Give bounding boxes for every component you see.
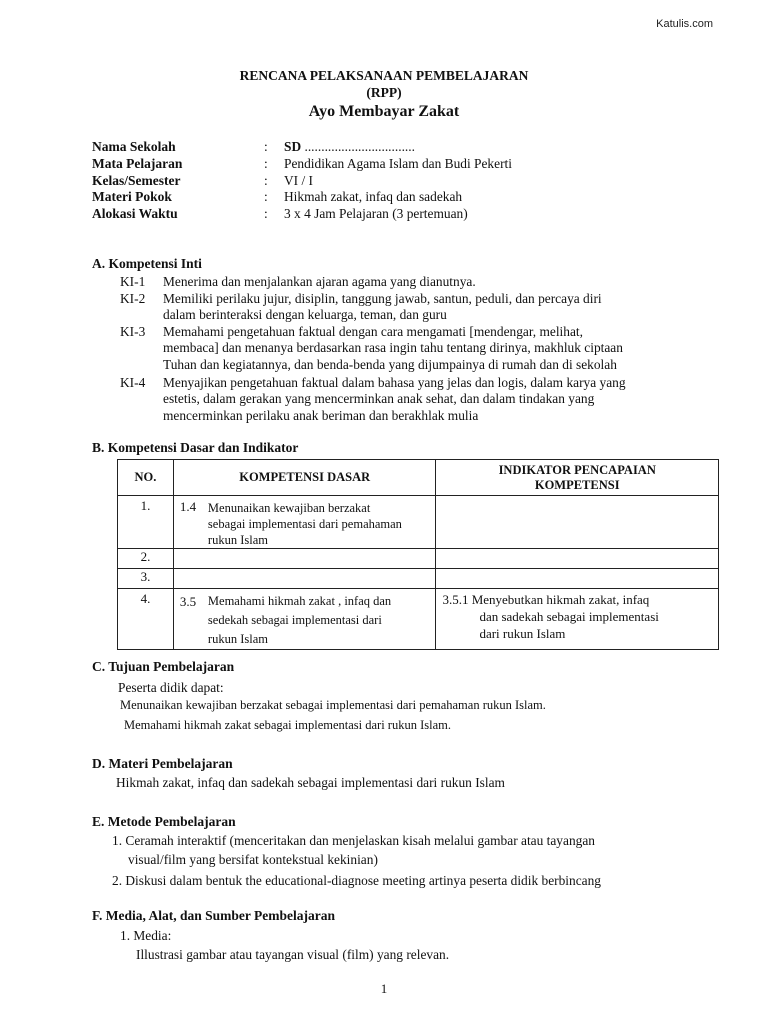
table-row (118, 549, 719, 569)
tujuan-intro: Peserta didik dapat: (118, 680, 224, 695)
kd-cell (173, 569, 436, 589)
identity-value: 3 x 4 Jam Pelajaran (3 pertemuan) (284, 206, 468, 221)
ki-text: Menerima dan menjalankan ajaran agama yang dianutnya. (163, 274, 476, 289)
indicator-line: 3.5.1 Menyebutkan hikmah zakat, infaq (442, 592, 650, 607)
media-subheading: 1. Media: (120, 928, 172, 943)
kd-line: Menunaikan kewajiban berzakat (207, 501, 371, 515)
tujuan-item: Memahami hikmah zakat sebagai implementasi dari rukun Islam. (124, 718, 451, 732)
header-kompetensi-dasar: KOMPETENSI DASAR (173, 460, 436, 496)
kd-line: rukun Islam (207, 533, 268, 547)
section-heading-metode: E. Metode Pembelajaran (92, 814, 236, 829)
ki-text: membaca] dan menanya berdasarkan rasa ingin tahu tentang dirinya, makhluk ciptaan (163, 340, 623, 355)
site-watermark: Katulis.com (656, 18, 713, 30)
indicator-cell (436, 589, 719, 650)
header-indikator-line: KOMPETENSI (534, 477, 620, 492)
document-subtitle: (RPP) (366, 85, 402, 100)
identity-label: Materi Pokok (92, 189, 172, 204)
section-heading-kompetensi-dasar: B. Kompetensi Dasar dan Indikator (92, 440, 299, 455)
identity-colon: : (264, 156, 268, 171)
identity-value (284, 139, 415, 155)
identity-colon: : (264, 189, 268, 204)
ki-text: mencerminkan perilaku anak beriman dan berakhlak mulia (163, 408, 479, 423)
section-heading-materi: D. Materi Pembelajaran (92, 756, 233, 771)
kd-cell (173, 549, 436, 569)
section-heading-media: F. Media, Alat, dan Sumber Pembelajaran (92, 908, 336, 923)
competency-table (117, 459, 719, 650)
identity-colon: : (264, 139, 268, 154)
identity-label: Nama Sekolah (92, 139, 176, 154)
indicator-line: dan sadekah sebagai implementasi (479, 609, 659, 624)
ki-text: dalam berinteraksi dengan keluarga, teman, dan guru (163, 307, 447, 322)
row-number: 3. (118, 569, 174, 589)
ki-text: Memiliki perilaku jujur, disiplin, tanggung jawab, santun, peduli, dan percaya diri (163, 291, 602, 306)
tujuan-item: Menunaikan kewajiban berzakat sebagai implementasi dari pemahaman rukun Islam. (120, 698, 546, 712)
metode-item: 1. Ceramah interaktif (menceritakan dan menjelaskan kisah melalui gambar atau tayangan (112, 833, 595, 848)
header-indikator-line: INDIKATOR PENCAPAIAN (498, 462, 656, 477)
table-row (118, 589, 719, 650)
table-header-row (118, 460, 719, 496)
ki-text: Memahami pengetahuan faktual dengan cara mengamati [mendengar, melihat, (163, 324, 583, 339)
ki-code: KI-4 (120, 375, 146, 390)
identity-label: Alokasi Waktu (92, 206, 178, 221)
kd-cell (173, 496, 436, 549)
indicator-line: dari rukun Islam (479, 626, 566, 641)
ki-text: Menyajikan pengetahuan faktual dalam bahasa yang jelas dan logis, dalam karya yang (163, 375, 626, 390)
identity-colon: : (264, 173, 268, 188)
metode-item-continuation: visual/film yang bersifat kontekstual kekinian) (128, 852, 378, 867)
page-number: 1 (380, 981, 388, 996)
section-heading-tujuan: C. Tujuan Pembelajaran (92, 659, 235, 674)
kd-line: Memahami hikmah zakat , infaq dan (207, 594, 392, 608)
document-title: RENCANA PELAKSANAAN PEMBELAJARAN (239, 68, 529, 83)
materi-text: Hikmah zakat, infaq dan sadekah sebagai implementasi dari rukun Islam (116, 775, 505, 790)
header-no: NO. (118, 460, 174, 496)
indicator-cell (436, 569, 719, 589)
header-indikator (436, 460, 719, 496)
row-number: 2. (118, 549, 174, 569)
indicator-cell (436, 496, 719, 549)
identity-colon: : (264, 206, 268, 221)
row-number: 4. (118, 589, 174, 650)
table-row (118, 496, 719, 549)
kd-number: 1.4 (179, 499, 197, 514)
ki-code: KI-3 (120, 324, 146, 339)
section-heading-kompetensi-inti: A. Kompetensi Inti (92, 256, 202, 271)
identity-label: Kelas/Semester (92, 173, 181, 188)
ki-code: KI-1 (120, 274, 146, 289)
identity-value: VI / I (284, 173, 314, 188)
school-level: SD (284, 139, 302, 154)
kd-line: rukun Islam (207, 632, 268, 646)
kd-cell (173, 589, 436, 650)
ki-text: estetis, dalam gerakan yang mencerminkan anak sehat, dan dalam tindakan yang (163, 391, 595, 406)
kd-line: sedekah sebagai implementasi dari (207, 613, 382, 627)
ki-code: KI-2 (120, 291, 146, 306)
media-text: Illustrasi gambar atau tayangan visual (film) yang relevan. (136, 947, 450, 962)
table-row (118, 569, 719, 589)
school-name-blank: ................................. (304, 139, 415, 154)
metode-item: 2. Diskusi dalam bentuk the educational-diagnose meeting artinya peserta didik berbincang (112, 873, 601, 888)
kd-line: sebagai implementasi dari pemahaman (207, 517, 402, 531)
indicator-cell (436, 549, 719, 569)
lesson-title: Ayo Membayar Zakat (308, 103, 460, 120)
row-number: 1. (118, 496, 174, 549)
identity-label: Mata Pelajaran (92, 156, 183, 171)
kd-number: 3.5 (179, 594, 197, 609)
identity-value: Hikmah zakat, infaq dan sadekah (284, 189, 463, 204)
ki-text: Tuhan dan kegiatannya, dan benda-benda yang dijumpainya di rumah dan di sekolah (163, 357, 617, 372)
identity-value: Pendidikan Agama Islam dan Budi Pekerti (284, 156, 512, 171)
